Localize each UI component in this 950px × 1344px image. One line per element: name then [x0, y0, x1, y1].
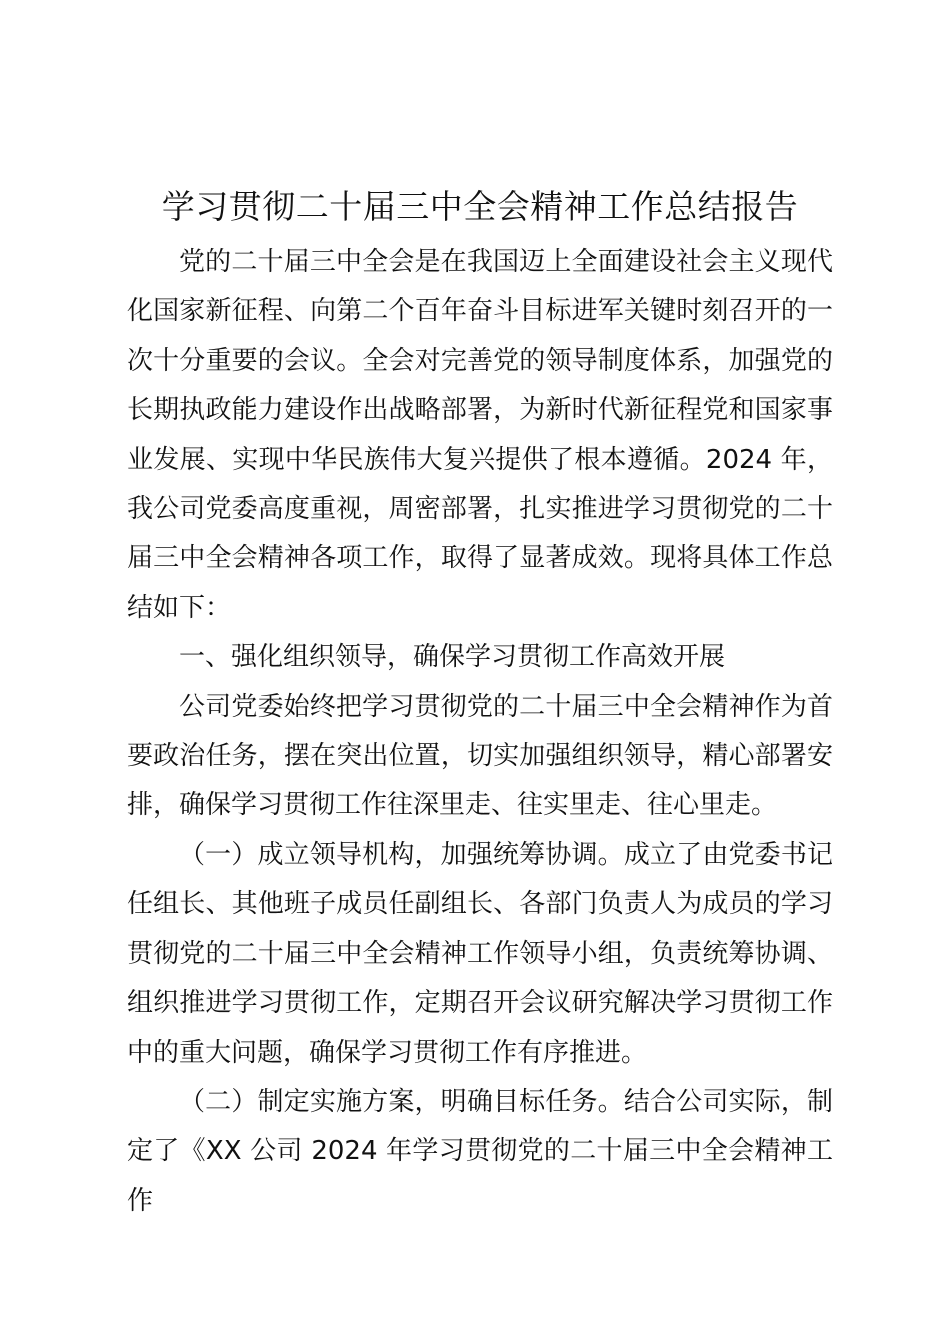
section-heading-1: 一、强化组织领导，确保学习贯彻工作高效开展	[179, 642, 726, 673]
document-title: 学习贯彻二十届三中全会精神工作总结报告	[161, 187, 799, 226]
subsection-2-paragraph: （二）制定实施方案，明确目标任务。结合公司实际，制定了《XX 公司 2024 年学习贯彻党的二十届三中全会精神工作	[127, 1086, 833, 1216]
subsection-1-paragraph: （一）成立领导机构，加强统筹协调。成立了由党委书记任组长、其他班子成员任副组长、各部门负责人为成员的学习贯彻党的二十届三中全会精神工作领导小组，负责统筹协调、组织推进学习贯彻工作，定期召开会议研究解决学习贯彻工作中的重大问题，确保学习贯彻工作有序推进。	[127, 839, 833, 1068]
section-1-paragraph: 公司党委始终把学习贯彻党的二十届三中全会精神作为首要政治任务，摆在突出位置，切实加强组织领导，精心部署安排，确保学习贯彻工作往深里走、往实里走、往心里走。	[127, 691, 833, 821]
intro-paragraph: 党的二十届三中全会是在我国迈上全面建设社会主义现代化国家新征程、向第二个百年奋斗目标进军关键时刻召开的一次十分重要的会议。全会对完善党的领导制度体系，加强党的长期执政能力建设作出战略部署，为新时代新征程党和国家事业发展、实现中华民族伟大复兴提供了根本遵循。2024 年，我公司党委高度重视，周密部署，扎实推进学习贯彻党的二十届三中全会精神各项工作，取得了显著成效。现将具体工作总结如下：	[127, 247, 833, 623]
document-body	[127, 176, 833, 1226]
